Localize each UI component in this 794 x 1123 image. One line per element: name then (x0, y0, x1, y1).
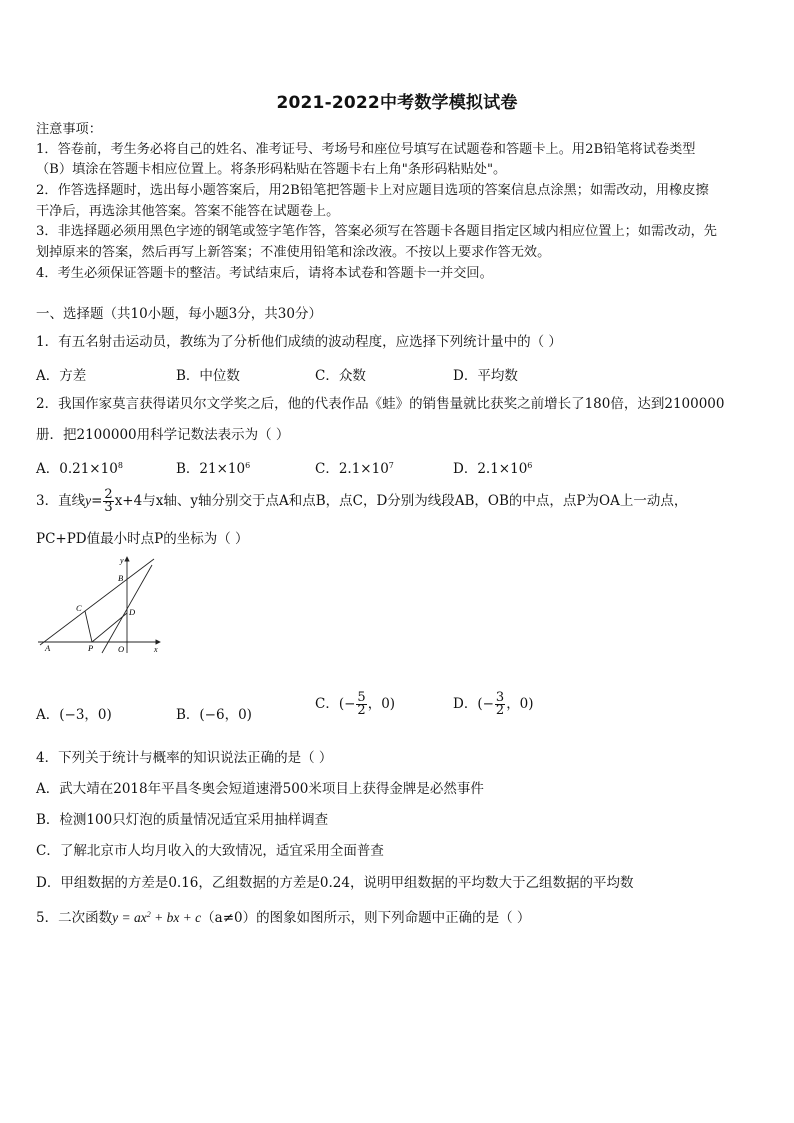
q2-stem-line-2: 册．把2100000用科学记数法表示为（ ） (36, 427, 290, 443)
segment-pc (85, 611, 92, 642)
notice-line-6: 划掉原来的答案，然后再写上新答案；不准使用铅笔和涂改液。不按以上要求作答无效。 (36, 245, 551, 260)
label-p: P (88, 643, 94, 653)
notice-line-5: 3．非选择题必须用黑色字迹的钢笔或签字笔作答，答案必须写在答题卡各题目指定区域内相应位置上；如需改动，先 (36, 224, 717, 239)
q3-fraction: $\frac{2}{3}$ (104, 487, 113, 515)
q3-option-c: C．(− $\frac{5}{2}$ ，0) (315, 690, 396, 718)
segment-pd (92, 613, 127, 642)
q4-option-b: B．检测100只灯泡的质量情况适宜采用抽样调查 (36, 812, 329, 828)
notice-line-2: （B）填涂在答题卡相应位置上。将条形码粘贴在答题卡右上角"条形码粘贴处"。 (36, 162, 507, 177)
page-title: 2021-2022中考数学模拟试卷 (276, 93, 518, 113)
label-o: O (118, 644, 125, 654)
q2-option-b: B．$21\times 10^6$ (176, 461, 251, 477)
q3-stem-line-2: PC+PD值最小时点P的坐标为（ ） (36, 531, 249, 547)
q2-option-c: C．$2.1\times 10^7$ (315, 461, 394, 477)
q1-option-b: B．中位数 (176, 368, 240, 384)
q4-option-d: D．甲组数据的方差是0.16，乙组数据的方差是0.24，说明甲组数据的平均数大于乙组数据的平均数 (36, 875, 634, 891)
section-heading: 一、选择题（共10小题，每小题3分，共30分） (36, 306, 322, 322)
notice-line-7: 4．考生必须保证答题卡的整洁。考试结束后，请将本试卷和答题卡一并交回。 (36, 266, 493, 281)
q1-option-a: A．方差 (36, 368, 87, 384)
q3-figure (36, 553, 166, 655)
q2-stem-line-1: 2．我国作家莫言获得诺贝尔文学奖之后，他的代表作品《蛙》的销售量就比获奖之前增长了180倍，达到2100000 (36, 396, 725, 412)
q3-stem-line-1: 3．直线y= $\frac{2}{3}$ x+4与x轴、y轴分别交于点A和点B，点C，D分别为线段AB，OB的中点，点P为OA上一动点， (36, 487, 688, 515)
notice-line-3: 2．作答选择题时，选出每小题答案后，用2B铅笔把答题卡上对应题目选项的答案信息点涂黑；如需改动，用橡皮擦 (36, 183, 709, 198)
q3-option-b: B．(−6，0) (176, 707, 252, 723)
label-x: x (154, 645, 158, 654)
notice-heading: 注意事项： (36, 122, 102, 137)
q3-option-d: D．(− $\frac{3}{2}$ ，0) (453, 690, 534, 718)
label-d: D (129, 607, 136, 617)
label-y: y (120, 556, 124, 565)
label-a: A (45, 643, 51, 653)
q1-option-d: D．平均数 (453, 368, 518, 384)
q2-option-d: D．$2.1\times 10^6$ (453, 461, 533, 477)
line-ab (40, 559, 154, 645)
q4-option-a: A．武大靖在2018年平昌冬奥会短道速滑500米项目上获得金牌是必然事件 (36, 781, 484, 797)
notice-line-4: 干净后，再选涂其他答案。答案不能答在试题卷上。 (36, 204, 340, 219)
label-c: C (76, 603, 82, 613)
q5-stem: 5．二次函数$y = ax^2$ + bx + c（a≠0）的图象如图所示，则下列命题中正确的是（ ） (36, 910, 531, 926)
notice-line-1: 1．答卷前，考生务必将自己的姓名、准考证号、考场号和座位号填写在试题卷和答题卡上。用2B铅笔将试卷类型 (36, 142, 696, 157)
q1-stem: 1．有五名射击运动员，教练为了分析他们成绩的波动程度，应选择下列统计量中的（ ） (36, 334, 562, 350)
q1-option-c: C．众数 (315, 368, 366, 384)
label-b: B (118, 573, 124, 583)
q4-option-c: C．了解北京市人均月收入的大致情况，适宜采用全面普查 (36, 843, 384, 859)
q2-option-a: A．$0.21\times 10^8$ (36, 461, 123, 477)
q3-option-a: A．(−3，0) (36, 707, 112, 723)
q4-stem: 4．下列关于统计与概率的知识说法正确的是（ ） (36, 750, 333, 766)
